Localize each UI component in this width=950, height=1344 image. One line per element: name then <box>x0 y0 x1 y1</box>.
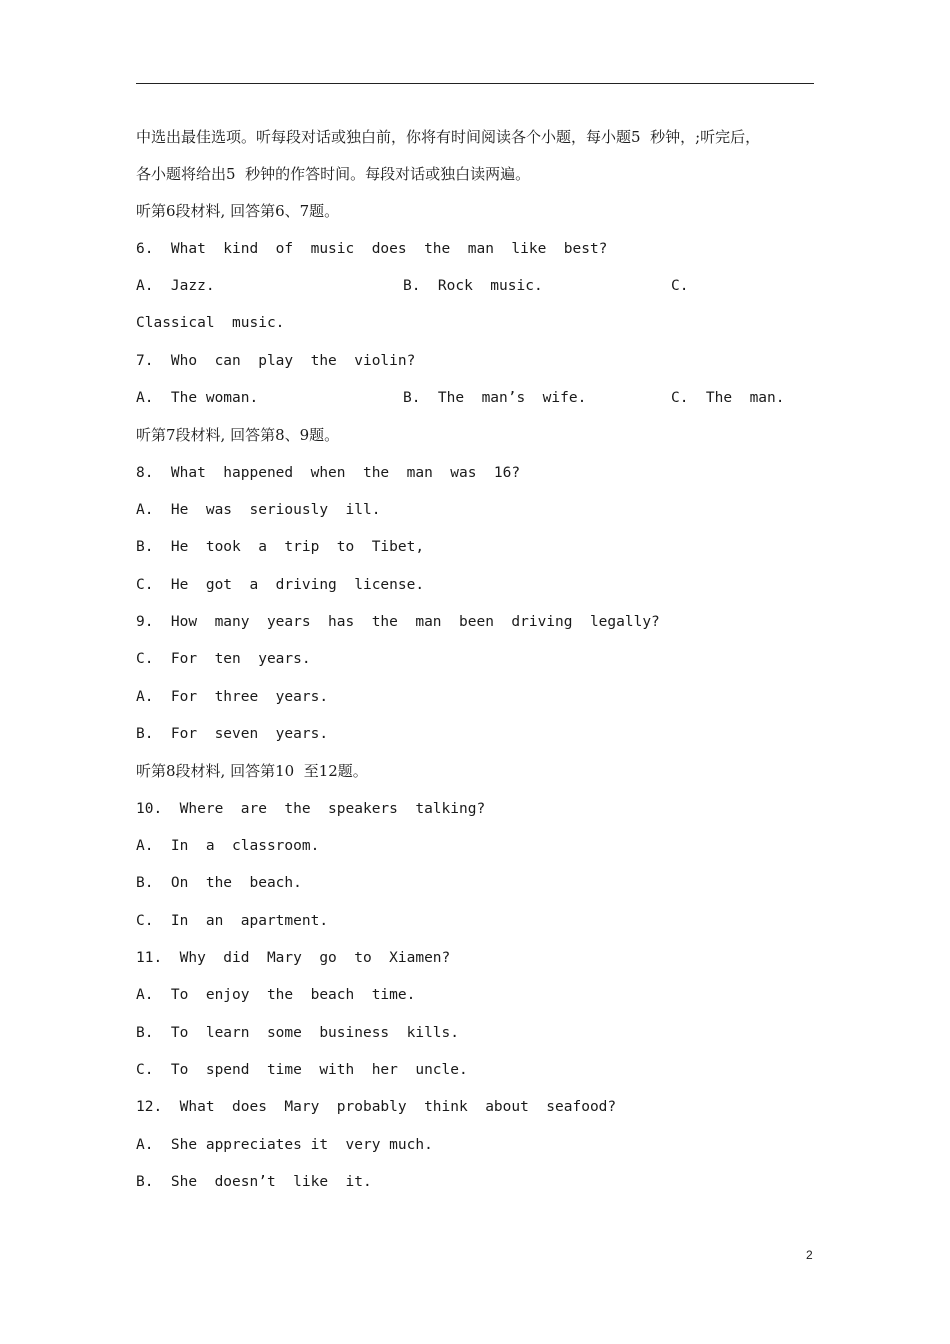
q8-option-b: B. He took a trip to Tibet, <box>136 539 425 555</box>
q6-option-b: B. Rock music. <box>403 278 543 294</box>
header-rule <box>136 83 814 84</box>
q8-option-a: A. He was seriously ill. <box>136 502 381 518</box>
q11-option-a: A. To enjoy the beach time. <box>136 987 416 1003</box>
q10-option-c: C. In an apartment. <box>136 913 329 929</box>
instructions-line-2: 各小题将给出5 秒钟的作答时间。每段对话或独白读两遍。 <box>136 165 531 183</box>
section-8-heading: 听第8段材料, 回答第10 至12题。 <box>136 762 368 780</box>
question-9: 9. How many years has the man been driving legally? <box>136 614 660 630</box>
question-6: 6. What kind of music does the man like best? <box>136 241 608 257</box>
q7-option-c: C. The man. <box>671 390 785 406</box>
q10-option-b: B. On the beach. <box>136 875 302 891</box>
q8-option-c: C. He got a driving license. <box>136 577 425 593</box>
instructions-line-1: 中选出最佳选项。听每段对话或独白前，你将有时间阅读各个小题，每小题5 秒钟，;听完后， <box>136 128 761 146</box>
q6-option-c: C. <box>671 278 689 294</box>
q9-option-a: A. For three years. <box>136 689 329 705</box>
q7-option-b: B. The man’s wife. <box>403 390 587 406</box>
q12-option-a: A. She appreciates it very much. <box>136 1137 433 1153</box>
q10-option-a: A. In a classroom. <box>136 838 320 854</box>
q12-option-b: B. She doesn’t like it. <box>136 1174 372 1190</box>
question-8: 8. What happened when the man was 16? <box>136 465 521 481</box>
q11-option-b: B. To learn some business kills. <box>136 1025 460 1041</box>
section-6-heading: 听第6段材料, 回答第6、7题。 <box>136 202 340 220</box>
q6-option-a: A. Jazz. <box>136 278 215 294</box>
q9-option-c: C. For ten years. <box>136 651 311 667</box>
q6-option-c-continued: Classical music. <box>136 315 285 331</box>
section-7-heading: 听第7段材料, 回答第8、9题。 <box>136 426 340 444</box>
q7-option-a: A. The woman. <box>136 390 259 406</box>
page-number: 2 <box>806 1248 813 1262</box>
question-12: 12. What does Mary probably think about seafood? <box>136 1099 617 1115</box>
question-7: 7. Who can play the violin? <box>136 353 416 369</box>
question-11: 11. Why did Mary go to Xiamen? <box>136 950 451 966</box>
question-10: 10. Where are the speakers talking? <box>136 801 486 817</box>
q9-option-b: B. For seven years. <box>136 726 329 742</box>
q11-option-c: C. To spend time with her uncle. <box>136 1062 468 1078</box>
